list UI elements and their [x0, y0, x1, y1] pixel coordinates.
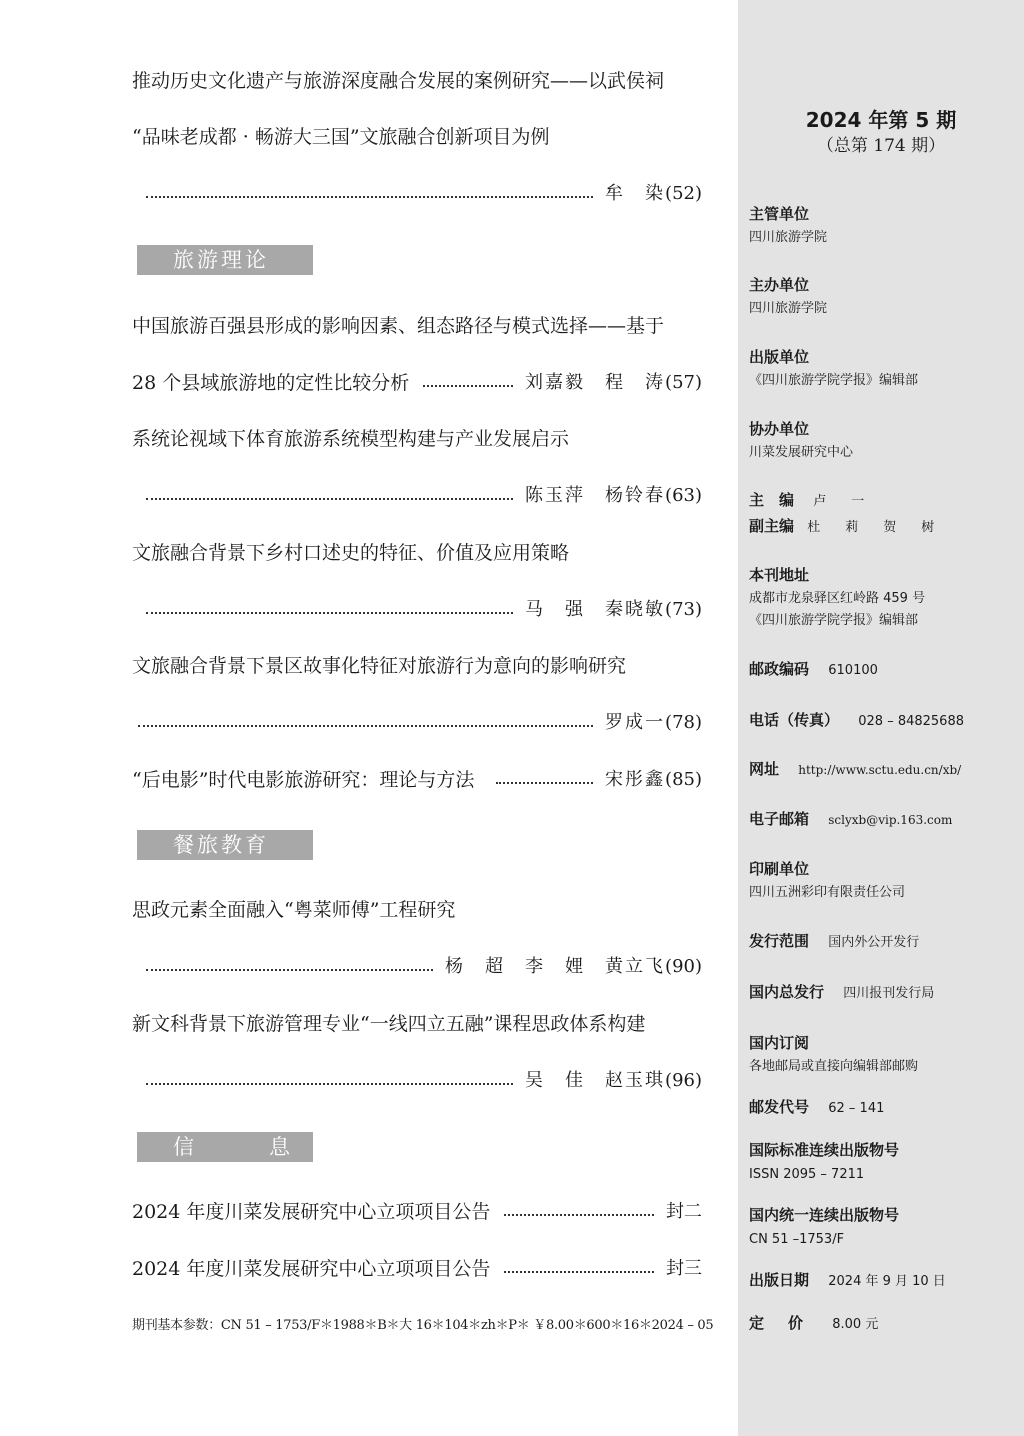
issn-value: ISSN 2095 – 7211 [749, 1167, 865, 1182]
co-organizer-value: 川菜发展研究中心 [749, 445, 854, 460]
publish-date-value: 2024 年 9 月 10 日 [828, 1274, 946, 1289]
toc-entry-story-title: 文旅融合背景下景区故事化特征对旅游行为意向的影响研究 [132, 655, 627, 677]
toc-entry-newliberal-title: 新文科背景下旅游管理专业“一线四立五融”课程思政体系构建 [132, 1013, 646, 1035]
toc-entry-newliberal-byline [132, 1066, 702, 1096]
website-label: 网址 [749, 760, 780, 778]
dot-leader [423, 385, 513, 387]
address-label: 本刊地址 [749, 566, 810, 584]
distribution-range-label: 发行范围 [749, 932, 810, 950]
postcode-value: 610100 [828, 663, 878, 678]
phone-label: 电话（传真） [749, 711, 840, 729]
toc-entry-authors: 陈玉萍 杨铃春 [525, 485, 666, 506]
toc-entry-authors: 刘嘉毅 程 涛 [525, 372, 666, 393]
dot-leader [504, 1271, 654, 1273]
address-line1: 成都市龙泉驿区红岭路 459 号 [749, 591, 926, 606]
distributor-value: 四川报刊发行局 [843, 986, 935, 1001]
toc-entry-title: 2024 年度川菜发展研究中心立项项目公告 [132, 1258, 491, 1280]
toc-entry-page: (85) [665, 769, 702, 790]
section-header-information: 信 息 [137, 1132, 313, 1162]
issue-number: 2024 年第 5 期 [805, 108, 957, 132]
toc-entry-page: (96) [665, 1070, 702, 1091]
postcode-label: 邮政编码 [749, 660, 810, 678]
distribution-range-value: 国内外公开发行 [828, 935, 920, 950]
postal-code-row [749, 1096, 884, 1120]
toc-entry-page: (90) [665, 956, 702, 977]
section-header-tourism-theory: 旅游理论 [137, 245, 313, 275]
toc-entry-page: (78) [665, 712, 702, 733]
journal-parameters-footer: 期刊基本参数：CN 51 – 1753/F＊1988＊B＊大 16＊104＊zh＊P＊ ￥8.00＊600＊16＊2024 – 05 [132, 1318, 714, 1333]
publish-date-label: 出版日期 [749, 1271, 810, 1289]
editor-label: 主 编 [749, 491, 795, 509]
dot-leader [138, 725, 593, 727]
editor-value: 卢 一 [813, 494, 871, 509]
toc-entry-authors: 杨 超 李 娌 黄立飞 [445, 956, 666, 977]
dot-leader [146, 498, 513, 500]
publisher-label: 出版单位 [749, 348, 810, 366]
cn-value: CN 51 –1753/F [749, 1232, 845, 1247]
editor-row [749, 489, 870, 513]
website-link[interactable]: http://www.sctu.edu.cn/xb/ [798, 763, 962, 777]
toc-entry-page: 封三 [666, 1258, 702, 1279]
toc-entry-title-line2: 28 个县域旅游地的定性比较分析 [132, 372, 410, 394]
toc-entry-notice-2 [132, 1254, 702, 1284]
price-value: 8.00 元 [832, 1317, 879, 1332]
toc-entry-oral-byline [132, 595, 702, 625]
cn-label: 国内统一连续出版物号 [749, 1206, 900, 1224]
distributor-label: 国内总发行 [749, 983, 825, 1001]
email-row [749, 808, 952, 831]
toc-entry-baiqiang-byline [132, 368, 702, 398]
toc-entry-film [132, 765, 702, 795]
toc-entry-wuhou-byline [132, 179, 702, 209]
dot-leader [146, 196, 593, 198]
publisher-value: 《四川旅游学院学报》编辑部 [749, 373, 919, 388]
toc-entry-authors: 宋彤鑫 [605, 769, 666, 790]
dot-leader [496, 782, 593, 784]
address-line2: 《四川旅游学院学报》编辑部 [749, 613, 919, 628]
deputy-editor-row [749, 515, 940, 539]
price-row [749, 1312, 878, 1336]
toc-entry-baiqiang-title-line1: 中国旅游百强县形成的影响因素、组态路径与模式选择——基于 [132, 315, 665, 337]
toc-entry-title: “后电影”时代电影旅游研究：理论与方法 [132, 769, 475, 791]
co-organizer-label: 协办单位 [749, 420, 810, 438]
printer-label: 印刷单位 [749, 860, 810, 878]
dot-leader [146, 969, 433, 971]
email-link[interactable]: sclyxb@vip.163.com [828, 813, 953, 827]
issn-label: 国际标准连续出版物号 [749, 1141, 900, 1159]
deputy-editor-label: 副主编 [749, 517, 795, 535]
price-label: 定价 [749, 1314, 828, 1332]
toc-entry-story-byline [132, 708, 702, 738]
toc-entry-notice-1 [132, 1197, 702, 1227]
publish-date-row [749, 1269, 946, 1293]
toc-entry-page: (57) [665, 372, 702, 393]
supervisor-value: 四川旅游学院 [749, 230, 828, 245]
toc-entry-cantonese-title: 思政元素全面融入“粤菜师傅”工程研究 [132, 899, 456, 921]
dot-leader [146, 1083, 513, 1085]
email-label: 电子邮箱 [749, 810, 810, 828]
website-row [749, 758, 961, 781]
toc-entry-page: (73) [665, 599, 702, 620]
phone-value: 028 – 84825688 [858, 714, 964, 729]
toc-entry-wuhou-title-line2: “品味老成都 · 畅游大三国”文旅融合创新项目为例 [132, 126, 550, 148]
toc-entry-oral-title: 文旅融合背景下乡村口述史的特征、价值及应用策略 [132, 542, 570, 564]
toc-entry-sports-title: 系统论视域下体育旅游系统模型构建与产业发展启示 [132, 428, 570, 450]
postal-code-label: 邮发代号 [749, 1098, 810, 1116]
toc-entry-authors: 牟 染 [605, 183, 666, 204]
toc-entry-title: 2024 年度川菜发展研究中心立项项目公告 [132, 1201, 491, 1223]
subscription-label: 国内订阅 [749, 1034, 810, 1052]
subscription-value: 各地邮局或直接向编辑部邮购 [749, 1059, 919, 1074]
toc-entry-authors: 马 强 秦晓敏 [525, 599, 666, 620]
distribution-range-row [749, 930, 919, 954]
section-header-culinary-education: 餐旅教育 [137, 830, 313, 860]
dot-leader [504, 1214, 654, 1216]
toc-entry-authors: 吴 佳 赵玉琪 [525, 1070, 666, 1091]
phone-row [749, 709, 964, 733]
sponsor-value: 四川旅游学院 [749, 301, 828, 316]
printer-value: 四川五洲彩印有限责任公司 [749, 885, 906, 900]
toc-entry-cantonese-byline [132, 952, 702, 982]
toc-entry-page: (52) [665, 183, 702, 204]
distributor-row [749, 981, 934, 1005]
sponsor-label: 主办单位 [749, 276, 810, 294]
toc-entry-page: 封二 [666, 1201, 702, 1222]
supervisor-label: 主管单位 [749, 205, 810, 223]
toc-entry-page: (63) [665, 485, 702, 506]
postal-code-value: 62 – 141 [828, 1101, 885, 1116]
dot-leader [146, 612, 513, 614]
toc-entry-authors: 罗成一 [605, 712, 666, 733]
issue-total-number: （总第 174 期） [816, 136, 946, 156]
postcode-row [749, 658, 878, 682]
toc-entry-sports-byline [132, 481, 702, 511]
toc-entry-wuhou-title-line1: 推动历史文化遗产与旅游深度融合发展的案例研究——以武侯祠 [132, 70, 665, 92]
deputy-editor-value: 杜 莉 贺 树 [807, 520, 941, 535]
